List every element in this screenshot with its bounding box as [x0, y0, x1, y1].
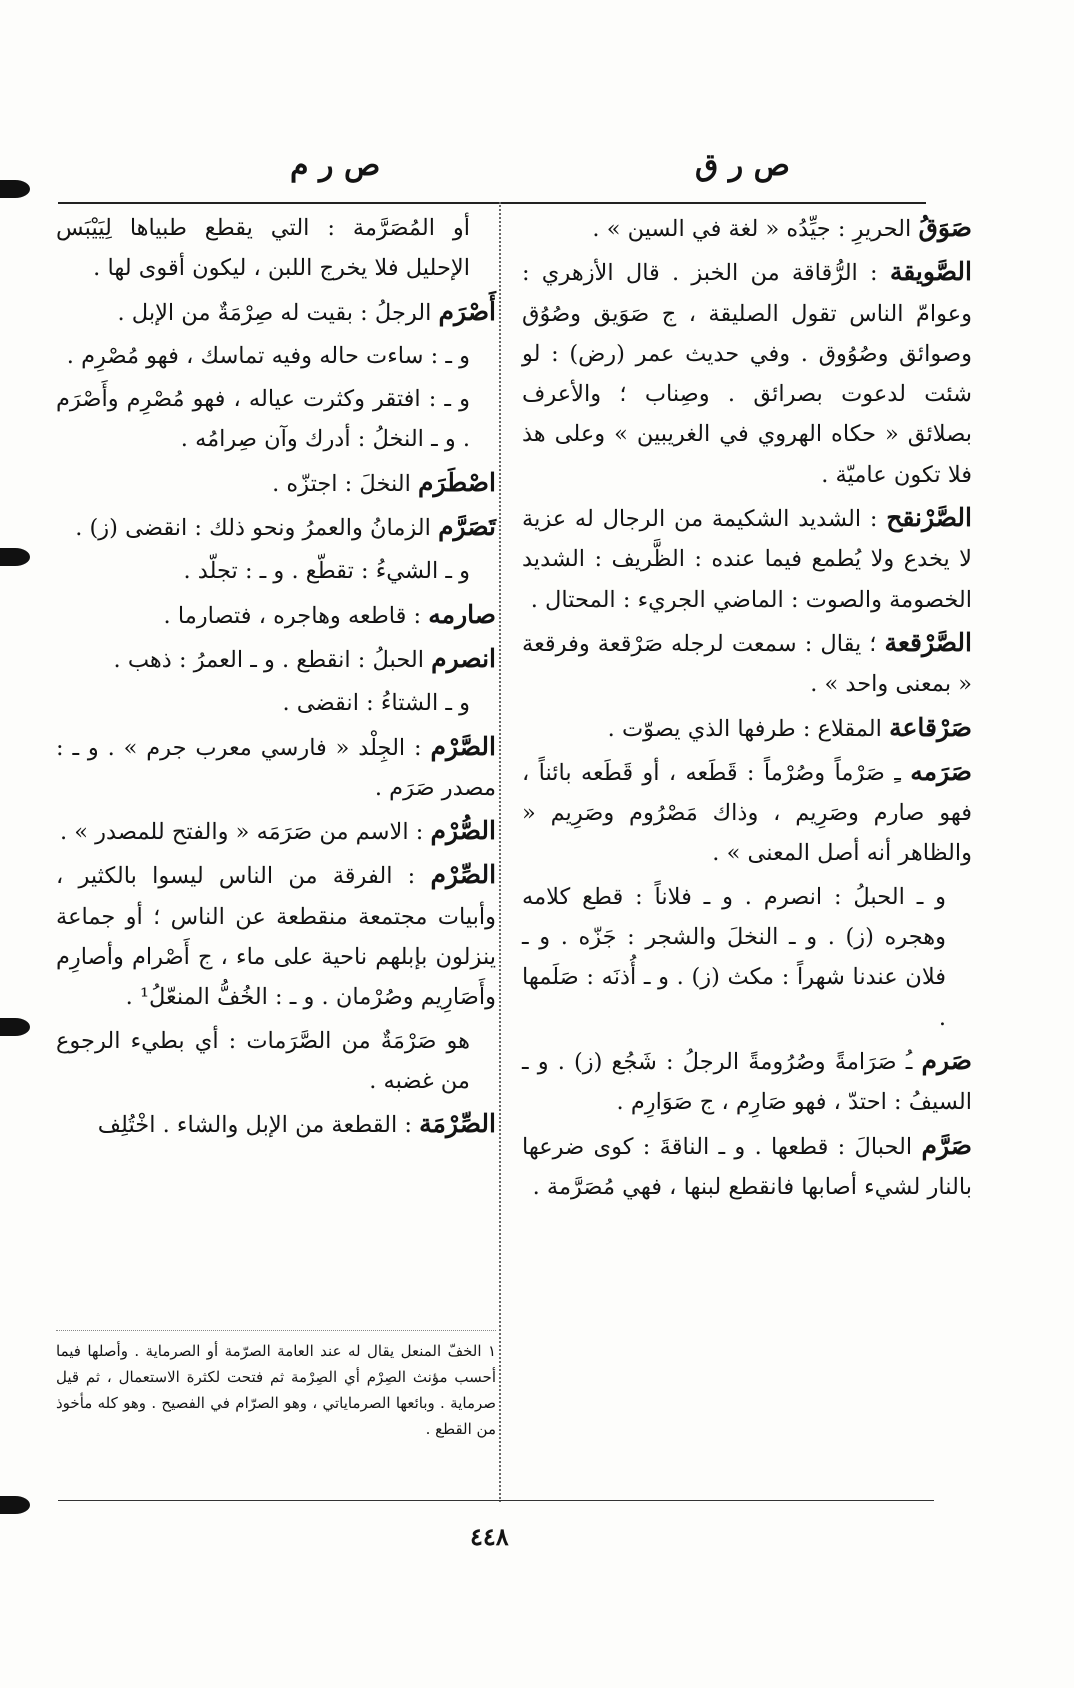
entry-definition: : قاطعه وهاجره ، فتصارما .: [163, 602, 422, 629]
entry-headword: الصِّرْمَة: [419, 1109, 496, 1139]
dictionary-entry: [522, 1041, 972, 1123]
entry-definition: : الجِلْد « فارسي معرب جرم » . و ـ : مصدر صَرَم .: [56, 734, 496, 801]
dictionary-entry: [522, 208, 972, 249]
entry-headword: صَوَقُ: [918, 213, 972, 242]
entry-definition: ؛ يقال : سمعت لرجله صَرْقعة وفرقعة « بمعنى واحد » .: [522, 630, 972, 698]
dictionary-entry: [56, 208, 496, 289]
entry-headword: انصرم: [431, 643, 496, 673]
dictionary-entry: [522, 708, 972, 749]
entry-headword: صَرْقاعة: [889, 712, 972, 742]
entry-definition: هو صَرْمَةٌ من الصَّرَمات : أي بطيء الرجوع من غضبه .: [56, 1027, 470, 1094]
entry-headword: الصَّرْنقح: [886, 503, 972, 533]
scan-margin-mark: [0, 1018, 30, 1036]
scan-margin-mark: [0, 548, 30, 566]
entry-headword: صَرَمه: [910, 756, 973, 786]
entry-definition: و ـ الشيءُ : تقطّع . و ـ : تجلّد .: [183, 558, 470, 585]
left-column: [56, 208, 496, 1149]
entry-definition: و ـ الشتاءُ : انقضى .: [282, 690, 470, 717]
header-rule: [58, 202, 926, 204]
entry-headword: الصُّرْم: [430, 816, 496, 846]
entry-definition: : الرُّقاقة من الخبز . قال الأزهري : وعوامّ الناس تقول الصليقة ، ج صَوَيق وصُوُق وصوائق وصُوُوق . وفي حديث عمر (رض) : لو شئت لدعوت بصرائق . وصِناب ؛ والأعرف بصلائق « حكاه الهروي في الغريبين » وعلى هذ فلا تكون عاميّة .: [522, 260, 972, 488]
dictionary-entry: [522, 752, 972, 874]
column-divider: [499, 202, 501, 1502]
entry-definition: الرجلُ : بقيت له صِرْمَةٌ من الإبل .: [117, 299, 432, 326]
entry-definition: و ـ : افتقر وكثرت عياله ، فهو مُصْرِم وأَصْرَم . و ـ النخلُ : أدرك وآن صِرامُه .: [56, 386, 470, 453]
entry-definition: : الشديد الشكيمة من الرجال له عزية لا يخدع ولا يُطمع فيما عنده : الظَّريف : الشديد الخصومة والصوت : الماضي الجريء : المحتال .: [522, 506, 972, 613]
entry-definition: : الفرقة من الناس ليسوا بالكثير ، وأبيات مجتمعة منقطعة عن الناس ؛ أو جماعة ينزلون بإبلهم ناحية على ماء ، ج أَصْرام وأصارِم وأَصَارِيم وصُرْمان . و ـ : الخُفُّ المنعّلُ¹ .: [56, 863, 496, 1011]
entry-headword: أَصْرَم: [438, 296, 496, 326]
entry-definition: الحبالَ : قطعها . و ـ الناقةَ : كوى ضرعها بالنار لشيء أصابها فانقطع لبنها ، فهي مُصَرَّمة .: [522, 1133, 972, 1200]
entry-definition: ـِ صَرْماً وصُرْماً : قَطَعه ، أو قَطَعه بائناً ، فهو صارم وصَرِيم ، وذاك مَصْرُوم وصَرِيم « والظاهر أنه أصل المعنى » .: [522, 759, 972, 867]
dictionary-entry: [56, 1021, 496, 1102]
dictionary-entry: [56, 595, 496, 636]
dictionary-entry: [56, 551, 496, 591]
entry-definition: المقلاع : طرفها الذي يصوّت .: [607, 715, 882, 742]
dictionary-entry: [522, 623, 972, 705]
entry-headword: صَرَّم: [921, 1130, 972, 1160]
entry-headword: اصْطَرَم: [418, 467, 496, 497]
entry-definition: و ـ الحبلُ : انصرم . و ـ فلاناً : قطع كلامه وهجره (ز) . و ـ النخلَ والشجر : جَزّه . و ـ فلان عندنا شهراً : مكث (ز) . و ـ أُذنَه : صَلَمها .: [522, 883, 946, 1031]
dictionary-entry: [522, 252, 972, 495]
entry-definition: الحبلُ : انقطع . و ـ العمرُ : ذهب .: [113, 646, 424, 673]
dictionary-entry: [56, 727, 496, 809]
entry-headword: صَرم: [921, 1045, 972, 1075]
running-header-right: ص ر ق: [695, 148, 790, 183]
dictionary-entry: [56, 639, 496, 680]
dictionary-entry: [56, 463, 496, 504]
dictionary-entry: [522, 1126, 972, 1208]
dictionary-entry: [56, 292, 496, 333]
entry-definition: : القطعة من الإبل والشاء . اخْتُلِف: [97, 1112, 412, 1139]
entry-definition: و ـ : ساءت حاله وفيه تماسك ، فهو مُصْرِم .: [66, 342, 470, 369]
dictionary-entry: [56, 811, 496, 852]
dictionary-entry: [522, 877, 972, 1038]
running-header-left: ص ر م: [290, 148, 381, 183]
entry-headword: الصَّرْقعة: [884, 627, 972, 657]
dictionary-entry: [56, 683, 496, 723]
entry-definition: الحريرِ : جيِّدُه « لغة في السين » .: [592, 216, 912, 242]
entry-headword: الصَّويقة: [889, 257, 972, 287]
entry-headword: صارمه: [428, 599, 496, 629]
bottom-rule: [58, 1500, 934, 1501]
footnote-separator: [56, 1330, 496, 1331]
right-column: [522, 208, 972, 1210]
page-number: ٤٤٨: [470, 1522, 509, 1551]
dictionary-entry: [56, 855, 496, 1017]
entry-definition: ـُ صَرَامةً وصُرُومةً الرجلُ : شَجُع (ز) . و ـ السيفُ : احتدّ ، فهو صَارِم ، ج صَوَارِم .: [522, 1048, 972, 1116]
entry-headword: تَصَرَّم: [438, 512, 496, 542]
entry-definition: أو المُصَرَّمة : التي يقطع طبياها لِيَيْبَس الإحليل فلا يخرج اللبن ، ليكون أقوى لها .: [56, 215, 470, 282]
entry-headword: الصَّرْم: [430, 731, 496, 761]
footnote: ١ الخفّ المنعل يقال له عند العامة الصرّمة أو الصرماية . وأصلها فيما أحسب مؤنث الصِرْم أي الصِرْمة ثم فتحت لكثرة الاستعمال ، ثم قيل صرماية . وبائعها الصرماياتي ، وهو الصرّام في الفصيح . وهو كله مأخوذ من القطع .: [56, 1342, 496, 1438]
entry-headword: الصِّرْم: [430, 860, 497, 890]
scan-margin-mark: [0, 180, 30, 198]
dictionary-entry: [56, 507, 496, 548]
dictionary-entry: [522, 498, 972, 620]
scan-margin-mark: [0, 1496, 30, 1514]
dictionary-entry: [56, 379, 496, 460]
entry-definition: الزمانُ والعمرُ ونحو ذلك : انقضى (ز) .: [75, 515, 431, 542]
entry-definition: : الاسم من صَرَمَه « والفتح للمصدر » .: [59, 819, 424, 846]
dictionary-entry: [56, 1104, 496, 1145]
dictionary-entry: [56, 336, 496, 376]
entry-definition: النخلَ : اجتزّه .: [272, 470, 411, 497]
